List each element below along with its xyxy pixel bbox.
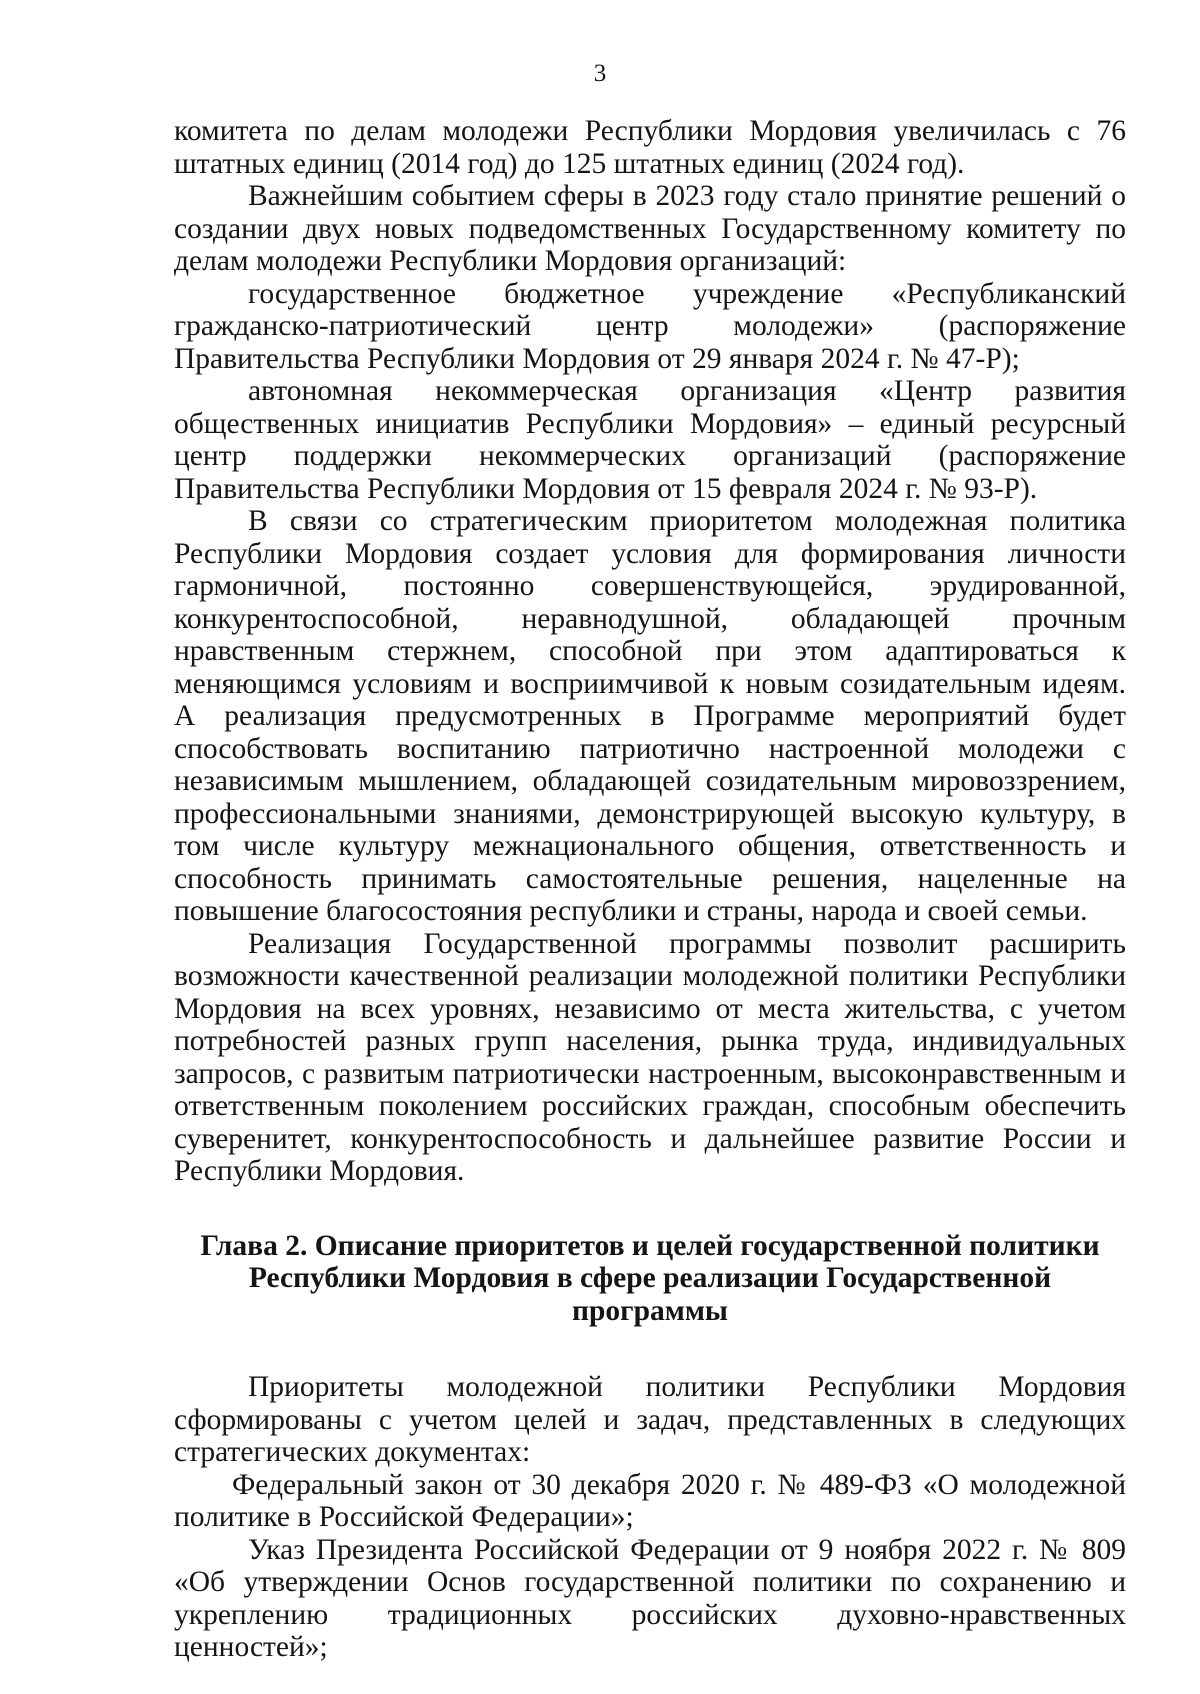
- paragraph: В связи со стратегическим приоритетом молодежная политика Республики Мордовия создает условия для формирования личности гармоничной, постоянно совершенствующейся, эрудированной, конкурентоспособной, неравнодушной, обладающей прочным нравственным стержнем, способной при этом адаптироваться к меняющимся условиям и восприимчивой к новым созидательным идеям. А реализация предусмотренных в Программе мероприятий будет способствовать воспитанию патриотично настроенной молодежи с независимым мышлением, обладающей созидательным мировоззрением, профессиональными знаниями, демонстрирующей высокую культуру, в том числе культуру межнационального общения, ответственность и способность принимать самостоятельные решения, нацеленные на повышение благосостояния республики и страны, народа и своей семьи.: [174, 505, 1126, 927]
- paragraph: комитета по делам молодежи Республики Мордовия увеличилась с 76 штатных единиц (2014 год) до 125 штатных единиц (2024 год).: [174, 115, 1126, 180]
- chapter-heading-line: Республики Мордовия в сфере реализации Государственной программы: [248, 1262, 1052, 1327]
- document-body: [174, 115, 1126, 1664]
- paragraphs-bottom: [174, 1371, 1126, 1664]
- paragraphs-top: [174, 115, 1126, 1188]
- chapter-heading: [174, 1230, 1126, 1328]
- paragraph: Приоритеты молодежной политики Республики Мордовия сформированы с учетом целей и задач, представленных в следующих стратегических документах:: [174, 1371, 1126, 1468]
- chapter-heading-line: Глава 2. Описание приоритетов и целей государственной политики: [200, 1229, 1100, 1262]
- paragraph: Федеральный закон от 30 декабря 2020 г. № 489-ФЗ «О молодежной политике в Российской Федерации»;: [174, 1468, 1126, 1533]
- paragraph: государственное бюджетное учреждение «Республиканский гражданско-патриотический центр молодежи» (распоряжение Правительства Республики Мордовия от 29 января 2024 г. № 47-Р);: [174, 277, 1126, 375]
- page-number: 3: [593, 60, 607, 87]
- paragraph: Важнейшим событием сферы в 2023 году стало принятие решений о создании двух новых подведомственных Государственному комитету по делам молодежи Республики Мордовия организаций:: [174, 180, 1126, 277]
- paragraph: Указ Президента Российской Федерации от 9 ноября 2022 г. № 809 «Об утверждении Основ государственной политики по сохранению и укреплению традиционных российских духовно-нравственных ценностей»;: [174, 1533, 1126, 1663]
- paragraph: автономная некоммерческая организация «Центр развития общественных инициатив Республики Мордовия» – единый ресурсный центр поддержки некоммерческих организаций (распоряжение Правительства Республики Мордовия от 15 февраля 2024 г. № 93-Р).: [174, 375, 1126, 505]
- paragraph: Реализация Государственной программы позволит расширить возможности качественной реализации молодежной политики Республики Мордовия на всех уровнях, независимо от места жительства, с учетом потребностей разных групп населения, рынка труда, индивидуальных запросов, с развитым патриотически настроенным, высоконравственным и ответственным поколением российских граждан, способным обеспечить суверенитет, конкурентоспособность и дальнейшее развитие России и Республики Мордовия.: [174, 927, 1126, 1187]
